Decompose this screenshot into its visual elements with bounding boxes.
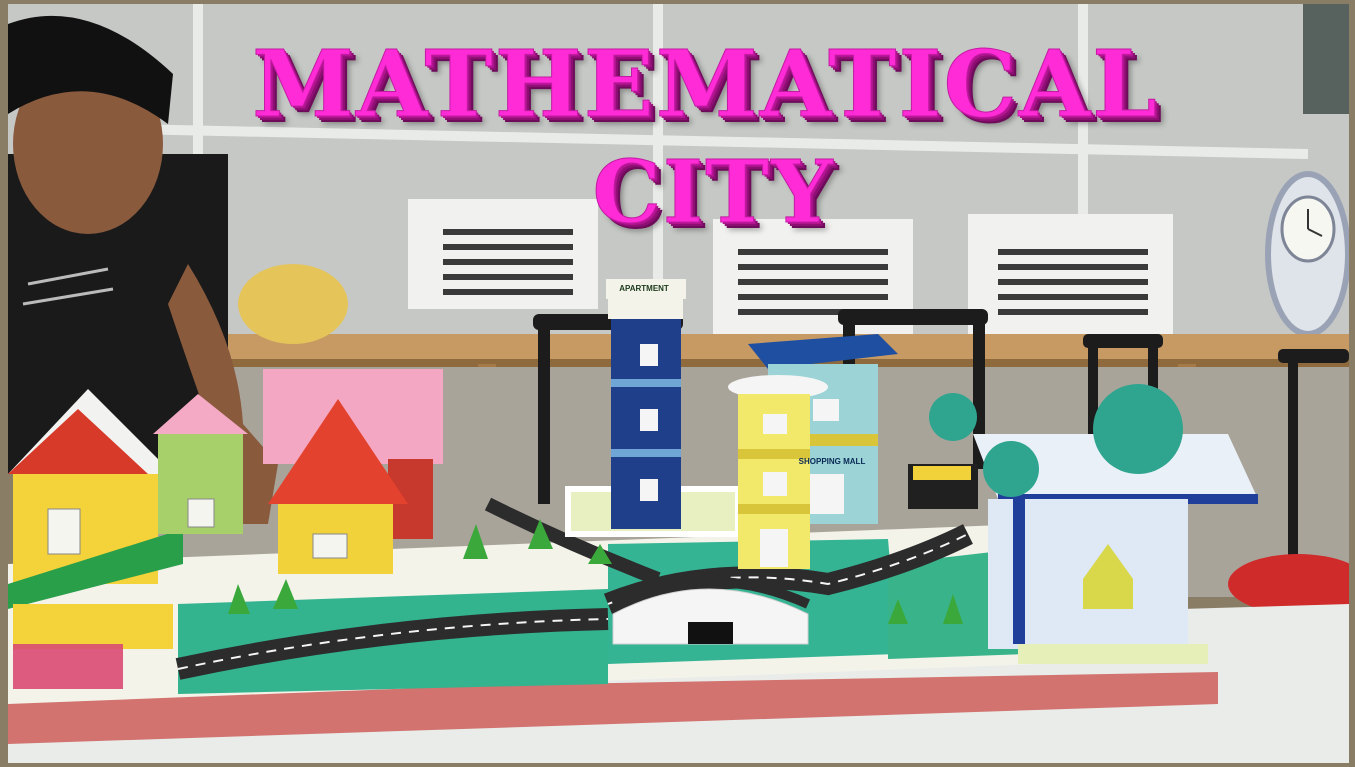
bridge — [613, 582, 808, 645]
yellow-bag — [238, 264, 348, 344]
apartment-sign: APARTMENT — [619, 284, 669, 293]
title-line-1: MATHEMATICAL — [252, 30, 1159, 138]
title-line-2: CITY — [592, 142, 835, 243]
apartment-tower — [606, 279, 686, 529]
shopping-mall-sign: SHOPPING MALL — [798, 457, 866, 466]
